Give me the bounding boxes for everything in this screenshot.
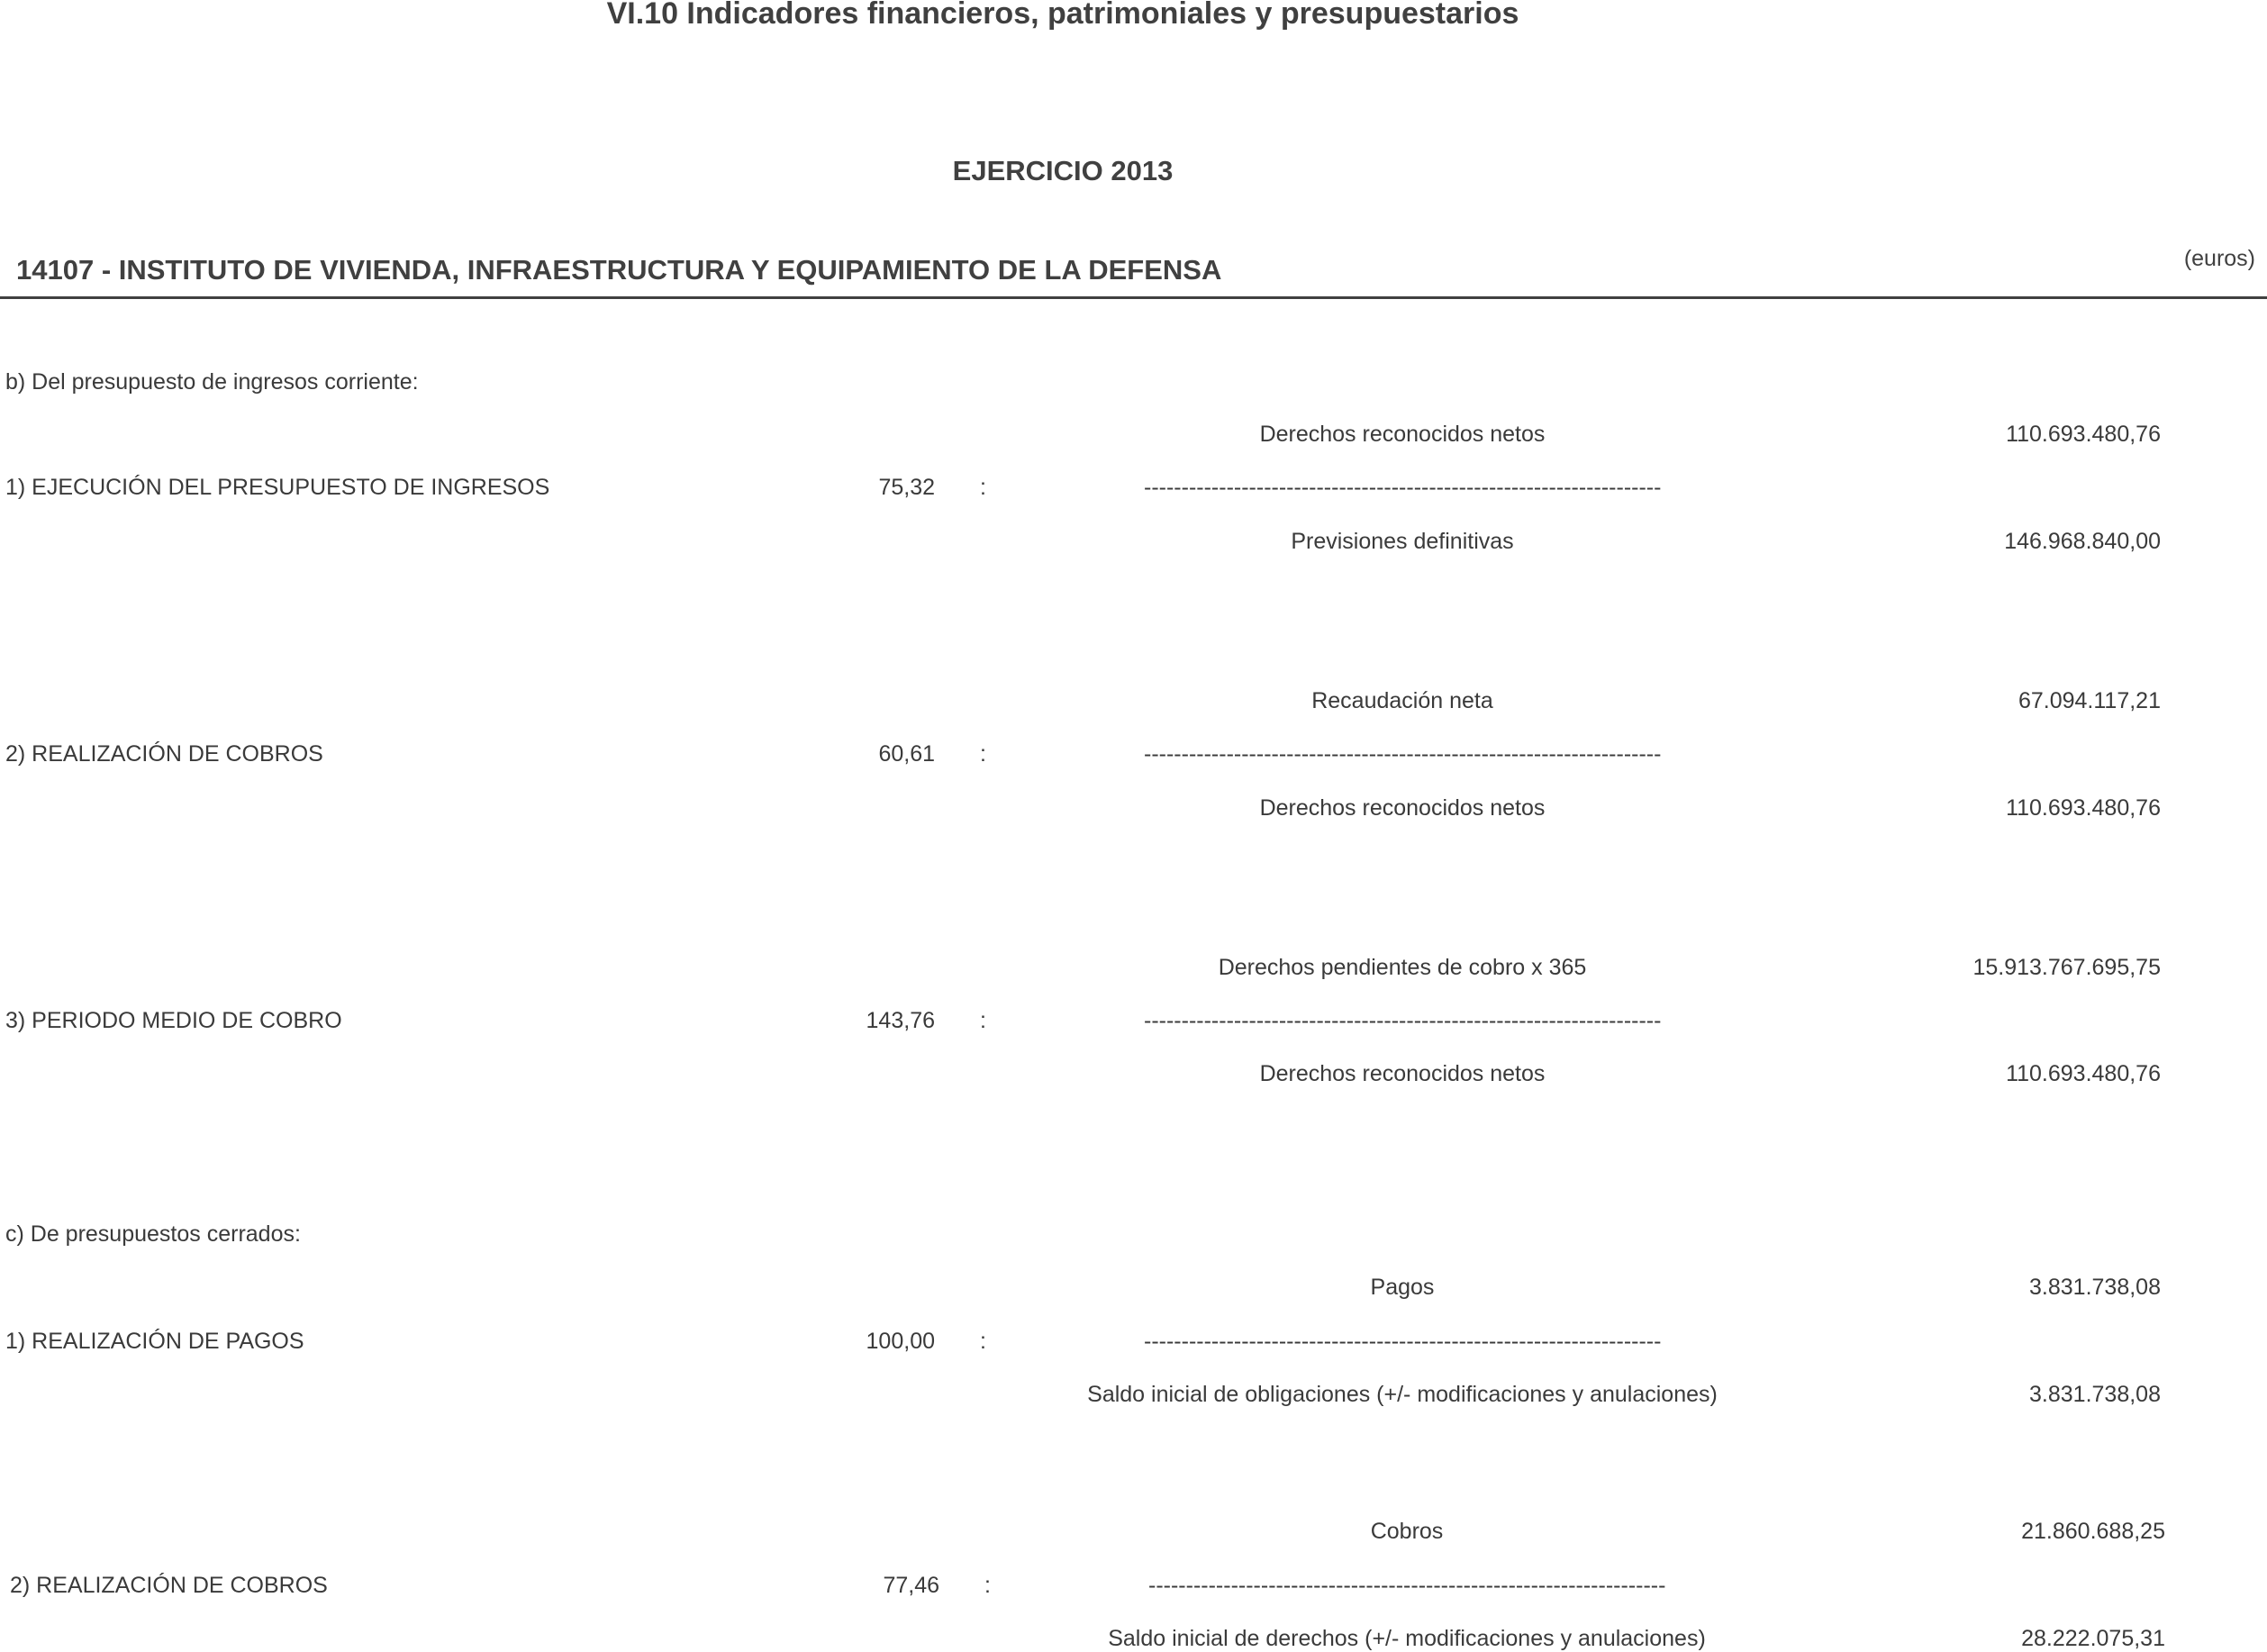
denominator-value: 110.693.480,76 xyxy=(2006,1061,2161,1086)
indicator-value: 75,32 xyxy=(878,475,935,500)
entity-name: 14107 - INSTITUTO DE VIVIENDA, INFRAESTRUCTURA Y EQUIPAMIENTO DE LA DEFENSA xyxy=(16,254,1222,286)
numerator-label: Recaudación neta xyxy=(1311,688,1493,713)
fraction-divider: --------------------------------------------------------------------- xyxy=(1144,1008,1662,1033)
section-heading-b: b) Del presupuesto de ingresos corriente: xyxy=(5,369,419,395)
fraction-divider: --------------------------------------------------------------------- xyxy=(1148,1573,1666,1598)
numerator-value: 3.831.738,08 xyxy=(2029,1275,2161,1300)
denominator-value: 3.831.738,08 xyxy=(2029,1382,2161,1407)
fraction-divider: --------------------------------------------------------------------- xyxy=(1144,475,1662,500)
indicator-label: 1) EJECUCIÓN DEL PRESUPUESTO DE INGRESOS xyxy=(5,475,550,500)
indicator-label: 1) REALIZACIÓN DE PAGOS xyxy=(5,1329,304,1354)
numerator-label: Pagos xyxy=(1370,1275,1435,1300)
numerator-label: Derechos reconocidos netos xyxy=(1259,422,1546,447)
page-title: VI.10 Indicadores financieros, patrimoniales y presupuestarios xyxy=(606,0,1519,31)
numerator-label: Derechos pendientes de cobro x 365 xyxy=(1218,955,1587,980)
header-divider xyxy=(0,296,2267,299)
indicator-value: 100,00 xyxy=(866,1329,935,1354)
denominator-label: Saldo inicial de obligaciones (+/- modificaciones y anulaciones) xyxy=(1087,1382,1718,1407)
numerator-label: Cobros xyxy=(1370,1519,1444,1544)
denominator-value: 146.968.840,00 xyxy=(2004,529,2161,554)
numerator-value: 21.860.688,25 xyxy=(2021,1519,2165,1544)
indicator-colon: : xyxy=(984,1573,991,1598)
indicator-colon: : xyxy=(980,475,986,500)
fraction-divider: --------------------------------------------------------------------- xyxy=(1144,741,1662,767)
indicator-value: 77,46 xyxy=(883,1573,939,1598)
denominator-label: Derechos reconocidos netos xyxy=(1259,795,1546,821)
fiscal-year: EJERCICIO 2013 xyxy=(952,155,1174,186)
numerator-value: 67.094.117,21 xyxy=(2018,688,2161,713)
denominator-label: Saldo inicial de derechos (+/- modificaciones y anulaciones) xyxy=(1108,1626,1706,1651)
indicator-colon: : xyxy=(980,1008,986,1033)
indicator-colon: : xyxy=(980,1329,986,1354)
indicator-value: 60,61 xyxy=(878,741,935,767)
indicator-label: 2) REALIZACIÓN DE COBROS xyxy=(5,741,323,767)
denominator-value: 110.693.480,76 xyxy=(2006,795,2161,821)
indicator-value: 143,76 xyxy=(866,1008,935,1033)
denominator-value: 28.222.075,31 xyxy=(2021,1626,2165,1651)
indicator-colon: : xyxy=(980,741,986,767)
denominator-label: Previsiones definitivas xyxy=(1291,529,1514,554)
section-heading-c: c) De presupuestos cerrados: xyxy=(5,1221,301,1247)
numerator-value: 110.693.480,76 xyxy=(2006,422,2161,447)
units-label: (euros) xyxy=(2183,246,2255,271)
fraction-divider: --------------------------------------------------------------------- xyxy=(1144,1329,1662,1354)
indicator-label: 2) REALIZACIÓN DE COBROS xyxy=(10,1573,328,1598)
denominator-label: Derechos reconocidos netos xyxy=(1259,1061,1546,1086)
numerator-value: 15.913.767.695,75 xyxy=(1972,955,2161,980)
indicator-label: 3) PERIODO MEDIO DE COBRO xyxy=(5,1008,342,1033)
